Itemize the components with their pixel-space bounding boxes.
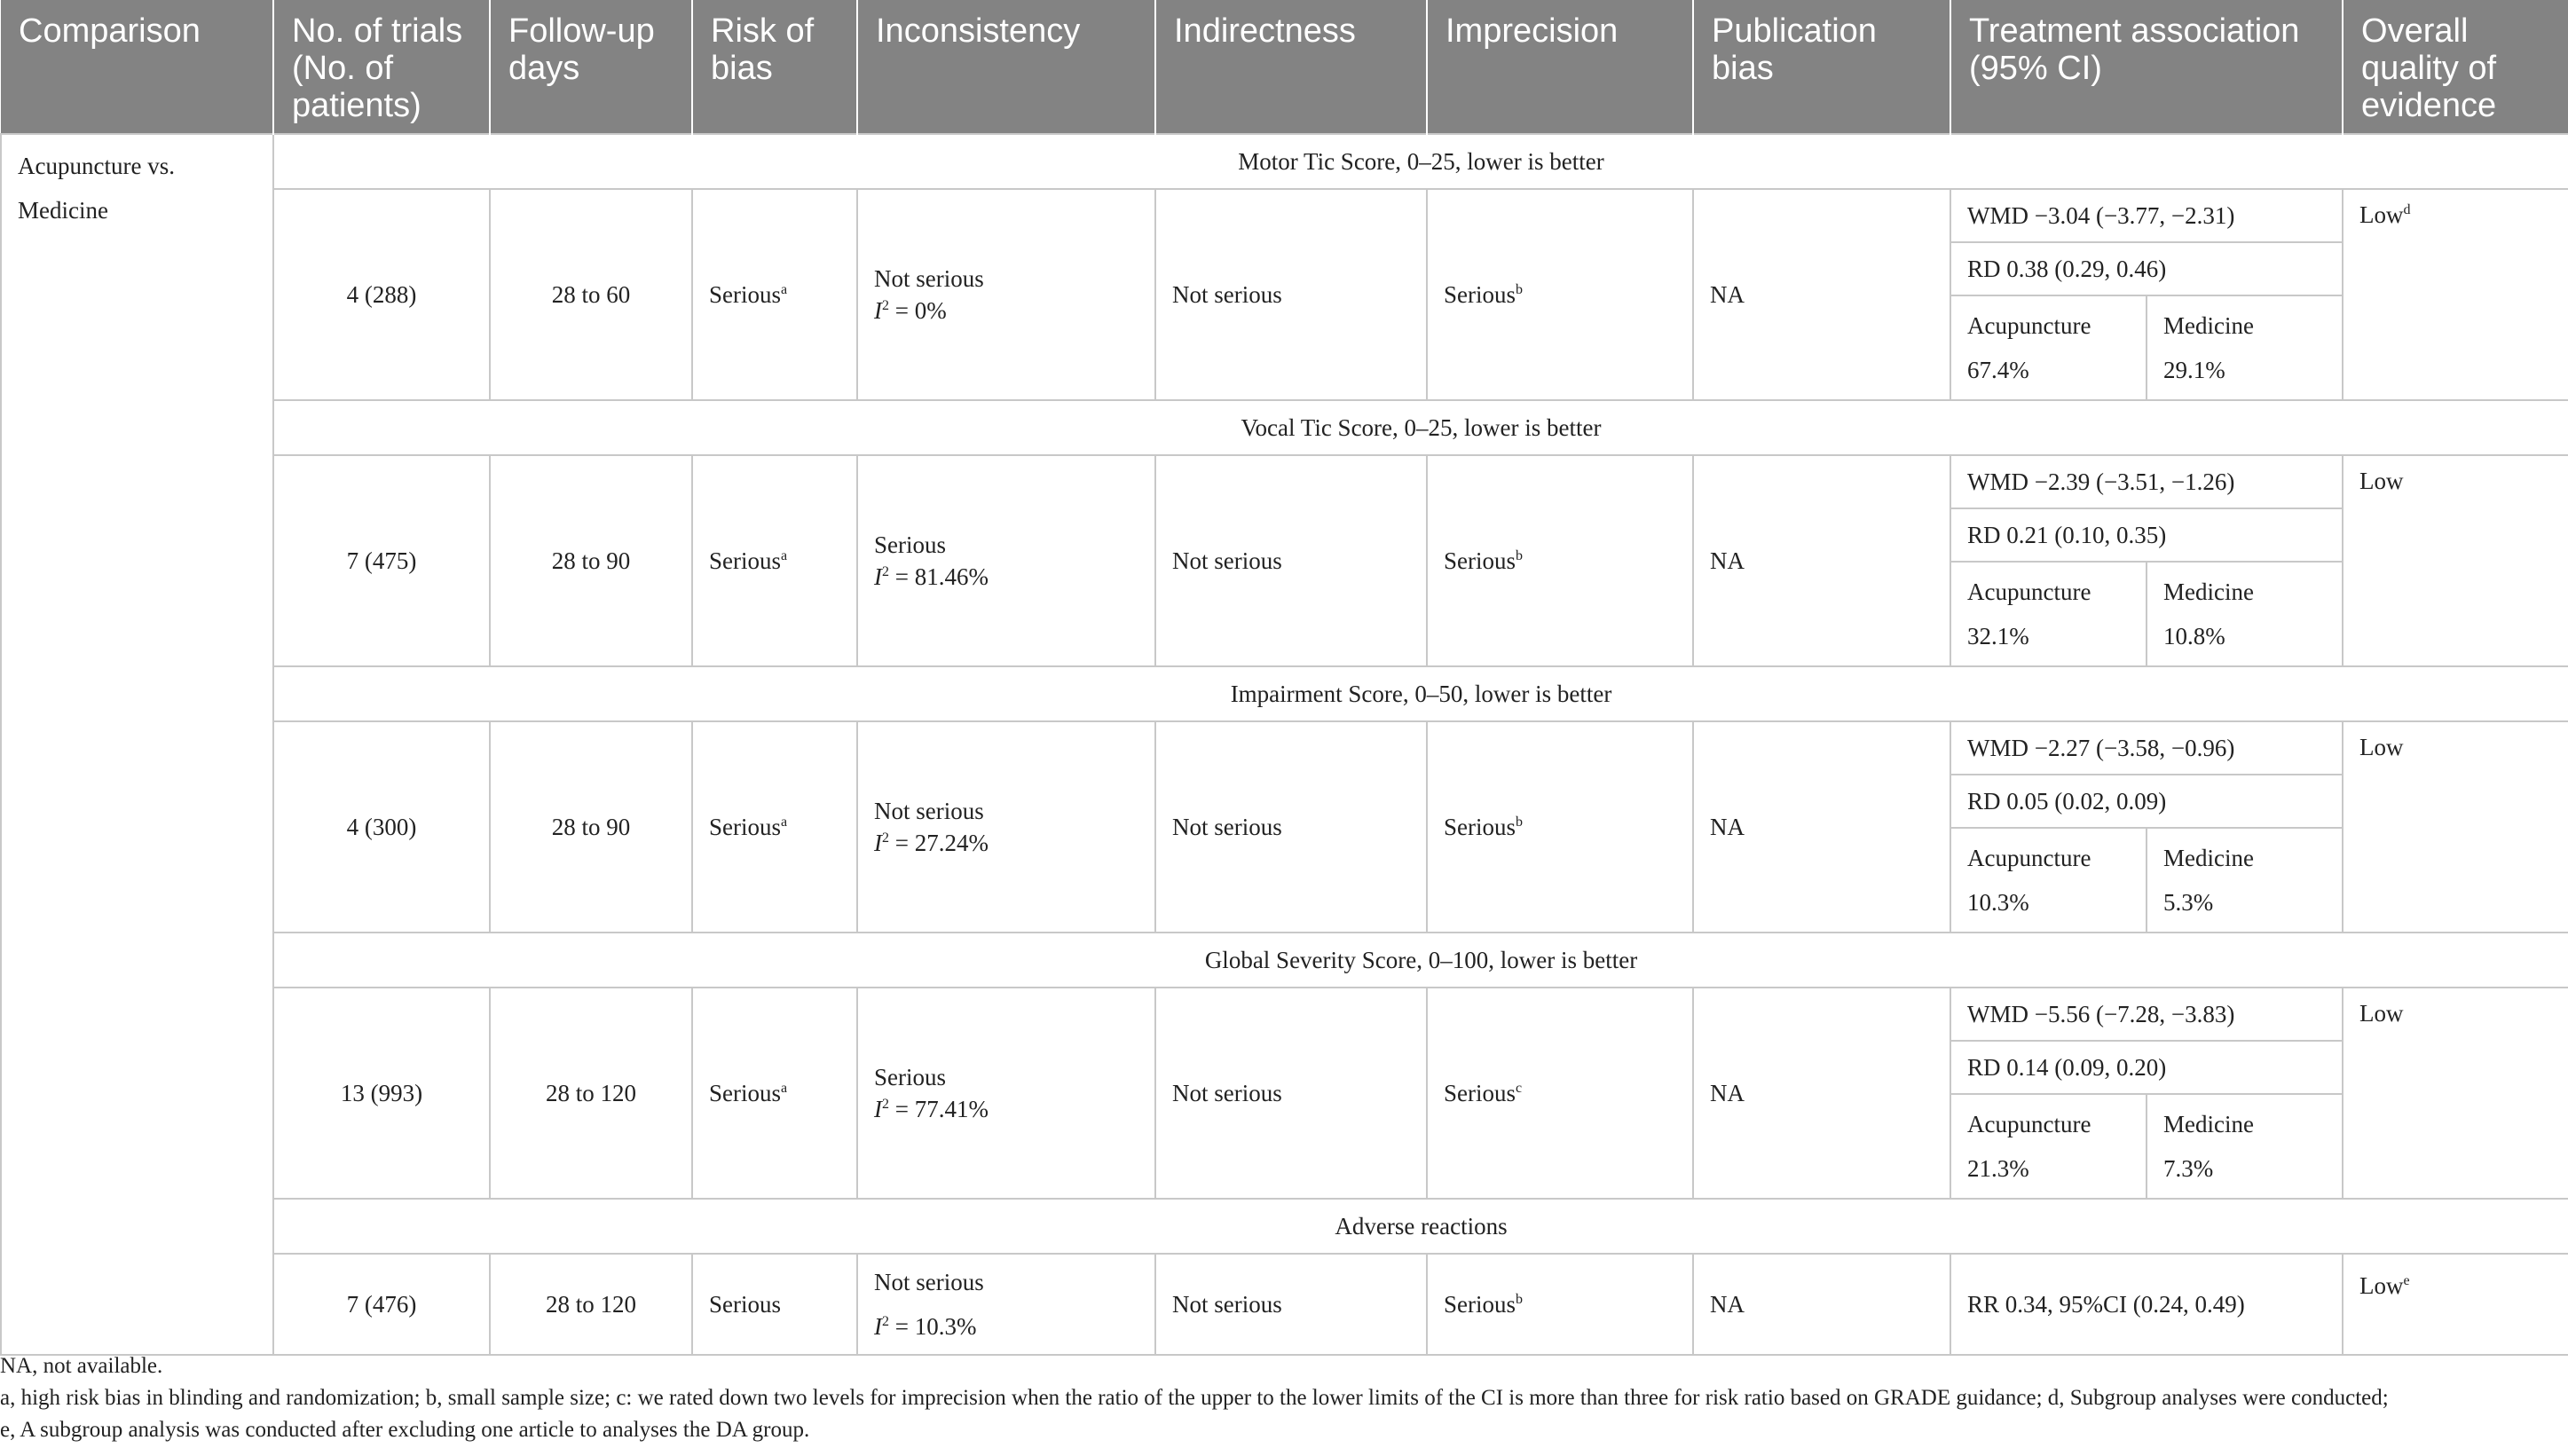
footnote-marker: b bbox=[1516, 815, 1523, 830]
imprecision-cell bbox=[1427, 1254, 1693, 1355]
inconsistency-text: Not serious bbox=[874, 1269, 984, 1295]
followup-cell: 28 to 120 bbox=[490, 1254, 692, 1355]
publication-bias-cell: NA bbox=[1693, 988, 1950, 1199]
i-squared-symbol: I bbox=[874, 297, 882, 324]
outcome-label-row bbox=[1, 666, 2568, 721]
wmd-cell: WMD −2.27 (−3.58, −0.96) bbox=[1950, 721, 2343, 775]
acupuncture-value: 67.4% bbox=[1967, 357, 2029, 383]
inconsistency-cell bbox=[857, 455, 1155, 666]
i-squared-symbol: I bbox=[874, 830, 882, 856]
publication-bias-cell: NA bbox=[1693, 455, 1950, 666]
footnote-marker: 2 bbox=[882, 1097, 889, 1112]
quality-cell bbox=[2343, 1254, 2568, 1355]
quality-cell-text: Low bbox=[2359, 468, 2404, 494]
medicine-value: 29.1% bbox=[2163, 357, 2225, 383]
footnote-line: NA, not available. bbox=[0, 1354, 163, 1378]
quality-cell bbox=[2343, 455, 2568, 666]
risk-cell-text: Serious bbox=[709, 281, 781, 308]
footnote-marker: a bbox=[781, 282, 788, 297]
medicine-label: Medicine bbox=[2163, 845, 2254, 871]
indirectness-cell: Not serious bbox=[1155, 189, 1427, 400]
acupuncture-label: Acupuncture bbox=[1967, 845, 2091, 871]
indirectness-cell: Not serious bbox=[1155, 455, 1427, 666]
risk-cell bbox=[692, 988, 857, 1199]
outcome-label-row bbox=[1, 400, 2568, 455]
indirectness-cell: Not serious bbox=[1155, 1254, 1427, 1355]
outcome-label-row bbox=[1, 933, 2568, 988]
i-squared-value: = 0% bbox=[894, 297, 947, 324]
outcome-data-row bbox=[1, 189, 2568, 242]
risk-cell bbox=[692, 455, 857, 666]
acupuncture-value: 21.3% bbox=[1967, 1155, 2029, 1182]
indirectness-cell: Not serious bbox=[1155, 721, 1427, 933]
risk-cell bbox=[692, 189, 857, 400]
risk-cell bbox=[692, 721, 857, 933]
inconsistency-text: Serious bbox=[874, 1064, 946, 1090]
imprecision-cell bbox=[1427, 988, 1693, 1199]
inconsistency-cell bbox=[857, 1254, 1155, 1355]
quality-cell-text: Low bbox=[2359, 734, 2404, 760]
acupuncture-label: Acupuncture bbox=[1967, 1111, 2091, 1137]
outcome-label: Global Severity Score, 0–100, lower is better bbox=[273, 933, 2568, 988]
medicine-label: Medicine bbox=[2163, 1111, 2254, 1137]
medicine-value: 7.3% bbox=[2163, 1155, 2214, 1182]
inconsistency-cell bbox=[857, 988, 1155, 1199]
footnote-marker: 2 bbox=[882, 298, 889, 313]
medicine-value: 5.3% bbox=[2163, 889, 2214, 916]
acupuncture-percent-cell bbox=[1950, 1094, 2147, 1199]
medicine-percent-cell bbox=[2147, 562, 2343, 666]
header-comparison: Comparison bbox=[1, 0, 273, 134]
footnote-line: e, A subgroup analysis was conducted after excluding one article to analyses the DA group. bbox=[0, 1418, 810, 1442]
header-followup: Follow-up days bbox=[490, 0, 692, 134]
trials-cell: 7 (476) bbox=[273, 1254, 490, 1355]
risk-cell-text: Serious bbox=[709, 814, 781, 840]
outcome-label-row bbox=[1, 134, 2568, 189]
header-trials: No. of trials (No. of patients) bbox=[273, 0, 490, 134]
outcome-data-row bbox=[1, 988, 2568, 1041]
header-publication-bias: Publication bias bbox=[1693, 0, 1950, 134]
trials-cell: 13 (993) bbox=[273, 988, 490, 1199]
inconsistency-text: Not serious bbox=[874, 265, 984, 292]
medicine-label: Medicine bbox=[2163, 578, 2254, 605]
inconsistency-text: Not serious bbox=[874, 798, 984, 824]
followup-cell: 28 to 90 bbox=[490, 455, 692, 666]
header-quality: Overall quality of evidence bbox=[2343, 0, 2568, 134]
header-inconsistency: Inconsistency bbox=[857, 0, 1155, 134]
rd-cell: RD 0.38 (0.29, 0.46) bbox=[1950, 242, 2343, 295]
rd-cell: RD 0.21 (0.10, 0.35) bbox=[1950, 508, 2343, 562]
medicine-percent-cell bbox=[2147, 295, 2343, 400]
acupuncture-percent-cell bbox=[1950, 562, 2147, 666]
comparison-cell: Acupuncture vs. Medicine bbox=[1, 134, 273, 1355]
header-indirectness: Indirectness bbox=[1155, 0, 1427, 134]
footnote-marker: d bbox=[2403, 202, 2411, 217]
quality-cell bbox=[2343, 721, 2568, 933]
footnote-marker: b bbox=[1516, 548, 1523, 563]
publication-bias-cell: NA bbox=[1693, 721, 1950, 933]
footnote-line: a, high risk bias in blinding and randomization; b, small sample size; c: we rated down two levels for imprecision when the ratio of the upper to the lower limits of the CI is more than three for risk ratio based on GRADE guidance; d, Subgroup analyses were conducted; bbox=[0, 1386, 2389, 1410]
followup-cell: 28 to 120 bbox=[490, 988, 692, 1199]
indirectness-cell: Not serious bbox=[1155, 988, 1427, 1199]
footnote-marker: c bbox=[1516, 1081, 1523, 1096]
acupuncture-value: 32.1% bbox=[1967, 623, 2029, 649]
adverse-data-row bbox=[1, 1254, 2568, 1355]
trials-cell: 7 (475) bbox=[273, 455, 490, 666]
wmd-cell: WMD −5.56 (−7.28, −3.83) bbox=[1950, 988, 2343, 1041]
publication-bias-cell: NA bbox=[1693, 189, 1950, 400]
imprecision-cell bbox=[1427, 721, 1693, 933]
i-squared-symbol: I bbox=[874, 1096, 882, 1122]
imprecision-cell-text: Serious bbox=[1444, 814, 1516, 840]
footnote-marker: 2 bbox=[882, 564, 889, 579]
header-imprecision: Imprecision bbox=[1427, 0, 1693, 134]
acupuncture-value: 10.3% bbox=[1967, 889, 2029, 916]
imprecision-cell-text: Serious bbox=[1444, 1080, 1516, 1106]
acupuncture-label: Acupuncture bbox=[1967, 312, 2091, 339]
medicine-label: Medicine bbox=[2163, 312, 2254, 339]
header-treatment-association: Treatment association (95% CI) bbox=[1950, 0, 2343, 134]
outcome-data-row bbox=[1, 455, 2568, 508]
imprecision-cell-text: Serious bbox=[1444, 281, 1516, 308]
trials-cell: 4 (300) bbox=[273, 721, 490, 933]
i-squared-value: = 77.41% bbox=[894, 1096, 989, 1122]
quality-cell bbox=[2343, 189, 2568, 400]
acupuncture-percent-cell bbox=[1950, 295, 2147, 400]
footnote-marker: e bbox=[2403, 1273, 2410, 1288]
outcome-label-row bbox=[1, 1199, 2568, 1254]
i-squared-value: = 81.46% bbox=[894, 563, 989, 590]
footnote-marker: b bbox=[1516, 282, 1523, 297]
outcome-label: Impairment Score, 0–50, lower is better bbox=[273, 666, 2568, 721]
quality-cell-text: Low bbox=[2359, 1272, 2404, 1299]
outcome-label: Adverse reactions bbox=[273, 1199, 2568, 1254]
wmd-cell: WMD −3.04 (−3.77, −2.31) bbox=[1950, 189, 2343, 242]
rd-cell: RD 0.14 (0.09, 0.20) bbox=[1950, 1041, 2343, 1094]
wmd-cell: WMD −2.39 (−3.51, −1.26) bbox=[1950, 455, 2343, 508]
followup-cell: 28 to 90 bbox=[490, 721, 692, 933]
medicine-percent-cell bbox=[2147, 828, 2343, 933]
footnote-marker: b bbox=[1516, 1292, 1523, 1307]
trials-cell: 4 (288) bbox=[273, 189, 490, 400]
imprecision-cell-text: Serious bbox=[1444, 1291, 1516, 1318]
followup-cell: 28 to 60 bbox=[490, 189, 692, 400]
header-row bbox=[1, 0, 2568, 134]
medicine-value: 10.8% bbox=[2163, 623, 2225, 649]
header-risk-of-bias: Risk of bias bbox=[692, 0, 857, 134]
association-cell: RR 0.34, 95%CI (0.24, 0.49) bbox=[1950, 1254, 2343, 1355]
risk-cell-text: Serious bbox=[709, 547, 781, 574]
footnote-marker: a bbox=[781, 548, 788, 563]
acupuncture-label: Acupuncture bbox=[1967, 578, 2091, 605]
quality-cell-text: Low bbox=[2359, 201, 2404, 228]
table-footnotes bbox=[0, 1350, 2568, 1446]
acupuncture-percent-cell bbox=[1950, 828, 2147, 933]
rd-cell: RD 0.05 (0.02, 0.09) bbox=[1950, 775, 2343, 828]
outcome-data-row bbox=[1, 721, 2568, 775]
medicine-percent-cell bbox=[2147, 1094, 2343, 1199]
outcome-label: Motor Tic Score, 0–25, lower is better bbox=[273, 134, 2568, 189]
i-squared-value: = 27.24% bbox=[894, 830, 989, 856]
footnote-marker: 2 bbox=[882, 1314, 889, 1329]
i-squared-value: = 10.3% bbox=[894, 1313, 977, 1340]
risk-cell: Serious bbox=[692, 1254, 857, 1355]
footnote-marker: a bbox=[781, 815, 788, 830]
i-squared-symbol: I bbox=[874, 563, 882, 590]
risk-cell-text: Serious bbox=[709, 1080, 781, 1106]
outcome-label: Vocal Tic Score, 0–25, lower is better bbox=[273, 400, 2568, 455]
footnote-marker: a bbox=[781, 1081, 788, 1096]
i-squared-symbol: I bbox=[874, 1313, 882, 1340]
imprecision-cell bbox=[1427, 455, 1693, 666]
quality-cell-text: Low bbox=[2359, 1000, 2404, 1027]
quality-cell bbox=[2343, 988, 2568, 1199]
imprecision-cell bbox=[1427, 189, 1693, 400]
imprecision-cell-text: Serious bbox=[1444, 547, 1516, 574]
inconsistency-text: Serious bbox=[874, 531, 946, 558]
inconsistency-cell bbox=[857, 721, 1155, 933]
footnote-marker: 2 bbox=[882, 830, 889, 846]
publication-bias-cell: NA bbox=[1693, 1254, 1950, 1355]
inconsistency-cell bbox=[857, 189, 1155, 400]
